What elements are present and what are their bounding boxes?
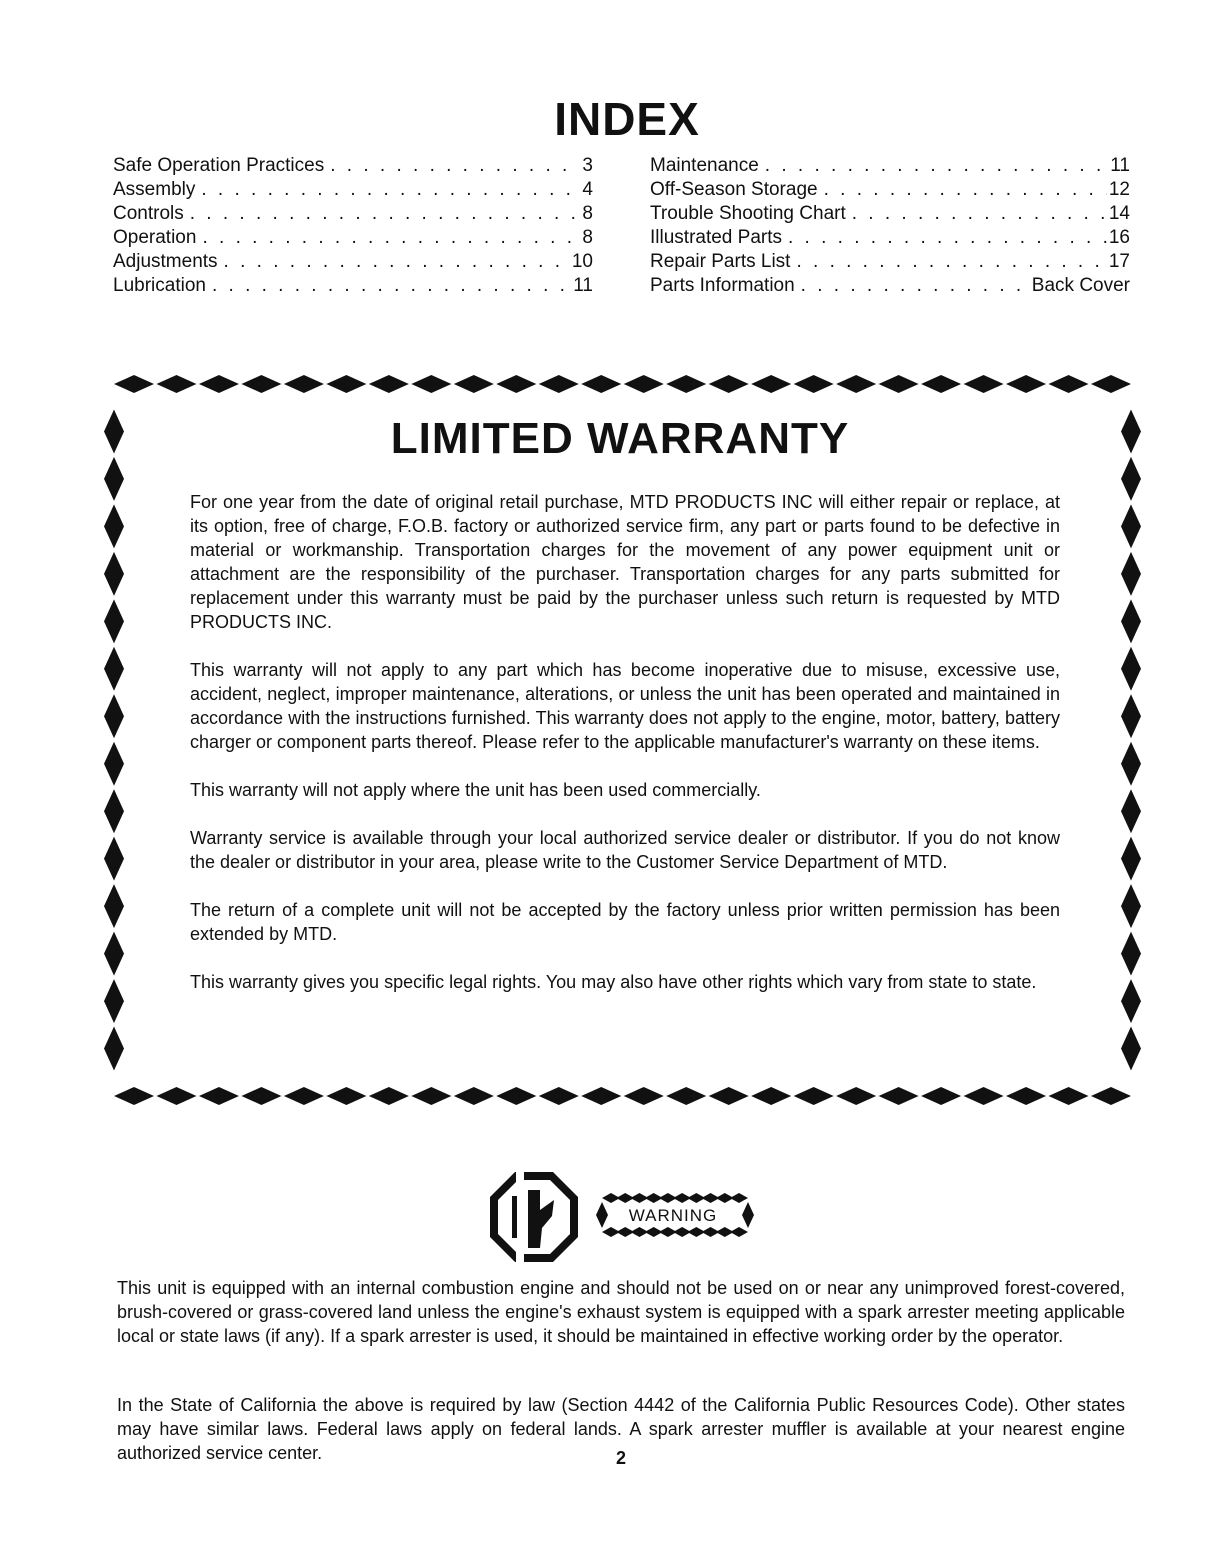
leader-dots <box>796 250 1106 274</box>
index-entry-label: Parts Information <box>650 275 795 296</box>
index-column-right <box>650 154 1130 298</box>
border-diamond <box>104 979 124 1023</box>
leader-dots <box>212 274 571 298</box>
border-diamond <box>1121 837 1141 881</box>
index-entry <box>650 154 1130 178</box>
border-diamond <box>1121 504 1141 548</box>
border-diamond <box>104 837 124 881</box>
border-diamond <box>241 1087 281 1105</box>
mtd-octagon-logo <box>488 1170 580 1264</box>
border-diamond <box>284 1087 324 1105</box>
border-diamond <box>666 1087 706 1105</box>
index-entry-page: 3 <box>582 155 593 176</box>
index-entry-page: 16 <box>1108 227 1130 248</box>
warranty-title: LIMITED WARRANTY <box>390 414 850 463</box>
index-entry-label: Repair Parts List <box>650 251 791 272</box>
leader-dots <box>224 250 570 274</box>
border-diamond <box>751 375 791 393</box>
border-diamond <box>1121 979 1141 1023</box>
border-diamond <box>794 375 834 393</box>
border-diamond <box>199 1087 239 1105</box>
border-diamond <box>104 932 124 976</box>
border-diamond <box>454 375 494 393</box>
border-diamond <box>1006 375 1046 393</box>
border-diamond <box>836 375 876 393</box>
index-entry-label: Trouble Shooting Chart <box>650 203 846 224</box>
border-diamond <box>454 1087 494 1105</box>
border-diamond <box>921 1087 961 1105</box>
index-entry-page: Back Cover <box>1031 275 1130 296</box>
index-entry-label: Illustrated Parts <box>650 227 782 248</box>
border-diamond <box>369 1087 409 1105</box>
warranty-paragraph: This warranty gives you specific legal rights. You may also have other rights which vary from state to state. <box>190 972 1037 992</box>
leader-dots <box>852 202 1107 226</box>
index-entry-page: 17 <box>1108 251 1130 272</box>
border-diamond <box>709 375 749 393</box>
border-diamond <box>964 375 1004 393</box>
border-diamond <box>1121 599 1141 643</box>
border-diamond <box>104 647 124 691</box>
spark-arrester-notice <box>117 1276 1125 1348</box>
border-diamond <box>624 375 664 393</box>
border-diamond <box>581 1087 621 1105</box>
index-entry <box>113 250 593 274</box>
warranty-paragraph: The return of a complete unit will not be accepted by the factory unless prior written permission has been extended by MTD. <box>190 900 1060 944</box>
border-diamond <box>114 1087 154 1105</box>
border-diamond <box>624 1087 664 1105</box>
index-entry-label: Assembly <box>113 179 196 200</box>
border-diamond <box>411 1087 451 1105</box>
border-diamond <box>1121 694 1141 738</box>
border-diamond <box>284 375 324 393</box>
border-diamond <box>104 1027 124 1071</box>
border-diamond <box>104 694 124 738</box>
leader-dots <box>190 202 581 226</box>
warranty-paragraph: Warranty service is available through your local authorized service dealer or distributor. If you do not know the dealer or distributor in your area, please write to the Customer Service Department of MTD. <box>190 828 1060 872</box>
leader-dots <box>765 154 1108 178</box>
warranty-paragraph: This warranty will not apply where the unit has been used commercially. <box>190 780 761 800</box>
index-entry-page: 14 <box>1108 203 1130 224</box>
border-diamond <box>1121 1027 1141 1071</box>
border-diamond <box>1006 1087 1046 1105</box>
border-diamond <box>1049 1087 1089 1105</box>
index-entry <box>650 226 1130 250</box>
border-diamond <box>730 1227 748 1237</box>
index-title: INDEX <box>554 93 700 145</box>
border-diamond <box>496 375 536 393</box>
border-diamond <box>1091 375 1131 393</box>
notice-paragraph: In the State of California the above is required by law (Section 4442 of the California Public Resources Code). Other states may have similar laws. Federal laws apply on federal lands. A spark arrester muffler is available at your nearest engine authorized service center. <box>117 1395 1125 1463</box>
leader-dots <box>824 178 1107 202</box>
border-diamond <box>539 375 579 393</box>
notice-paragraph: This unit is equipped with an internal combustion engine and should not be used on or near any unimproved forest-covered, brush-covered or grass-covered land unless the engine's exhaust system is equipped with a spark arrester meeting applicable local or state laws (if any). If a spark arrester is used, it should be maintained in effective working order by the operator. <box>117 1278 1125 1346</box>
warning-label: WARNING <box>628 1206 718 1225</box>
border-diamond <box>104 552 124 596</box>
border-diamond <box>326 1087 366 1105</box>
index-entry-page: 8 <box>582 227 593 248</box>
index-entry <box>650 178 1130 202</box>
border-diamond <box>581 375 621 393</box>
warranty-body <box>190 490 1060 1018</box>
border-diamond <box>1121 647 1141 691</box>
index-entry-label: Lubrication <box>113 275 206 296</box>
border-diamond <box>241 375 281 393</box>
index-entry <box>113 226 593 250</box>
index-entry-page: 4 <box>582 179 593 200</box>
index-entry <box>113 154 593 178</box>
index-entry-label: Controls <box>113 203 184 224</box>
index-entry-page: 8 <box>582 203 593 224</box>
index-entry <box>113 274 593 298</box>
border-diamond <box>921 375 961 393</box>
border-diamond <box>104 504 124 548</box>
leader-dots <box>330 154 580 178</box>
index-entry-page: 11 <box>1110 155 1130 176</box>
index-entry-label: Safe Operation Practices <box>113 155 325 176</box>
border-diamond <box>751 1087 791 1105</box>
border-diamond <box>1091 1087 1131 1105</box>
leader-dots <box>788 226 1107 250</box>
border-diamond <box>114 375 154 393</box>
border-diamond <box>104 599 124 643</box>
index-entry <box>650 250 1130 274</box>
index-entry-page: 12 <box>1108 179 1130 200</box>
border-diamond <box>1121 789 1141 833</box>
border-diamond <box>199 375 239 393</box>
border-diamond <box>709 1087 749 1105</box>
border-diamond <box>879 1087 919 1105</box>
border-diamond <box>964 1087 1004 1105</box>
index-entry <box>650 202 1130 226</box>
border-diamond <box>1121 552 1141 596</box>
border-diamond <box>369 375 409 393</box>
index-entry-label: Maintenance <box>650 155 759 176</box>
border-diamond <box>879 375 919 393</box>
border-diamond <box>156 1087 196 1105</box>
border-diamond <box>539 1087 579 1105</box>
border-diamond <box>1049 375 1089 393</box>
index-entry-label: Operation <box>113 227 197 248</box>
border-diamond <box>730 1193 748 1203</box>
index-entry-label: Adjustments <box>113 251 218 272</box>
index-entry-page: 11 <box>573 275 593 296</box>
leader-dots <box>801 274 1030 298</box>
border-diamond <box>794 1087 834 1105</box>
border-diamond <box>104 789 124 833</box>
border-diamond <box>836 1087 876 1105</box>
warranty-paragraph: For one year from the date of original retail purchase, MTD PRODUCTS INC will either repair or replace, at its option, free of charge, F.O.B. factory or authorized service firm, any part or parts found to be defective in material or workmanship. Transportation charges for the movement of any power equipment unit or attachment are the responsibility of the purchaser. Transportation charges for any parts submitted for replacement under this warranty must be paid by the purchaser unless such return is requested by MTD PRODUCTS INC. <box>190 492 1060 632</box>
page-number: 2 <box>615 1448 626 1468</box>
index-entry-page: 10 <box>571 251 593 272</box>
border-diamond <box>666 375 706 393</box>
border-diamond <box>1121 884 1141 928</box>
border-diamond <box>104 742 124 786</box>
index-entry <box>113 178 593 202</box>
border-diamond <box>496 1087 536 1105</box>
leader-dots <box>201 178 580 202</box>
index-entry-label: Off-Season Storage <box>650 179 818 200</box>
index-entry <box>650 274 1130 298</box>
border-diamond <box>326 375 366 393</box>
warranty-paragraph: This warranty will not apply to any part which has become inoperative due to misuse, excessive use, accident, neglect, improper maintenance, alterations, or unless the unit has been operated and maintained in accordance with the instructions furnished. This warranty does not apply to the engine, motor, battery, battery charger or component parts thereof. Please refer to the applicable manufacturer's warranty on these items. <box>190 660 1060 752</box>
border-diamond <box>1121 742 1141 786</box>
border-diamond <box>104 884 124 928</box>
index-column-left <box>113 154 593 298</box>
index-entry <box>113 202 593 226</box>
border-diamond <box>156 375 196 393</box>
border-diamond <box>411 375 451 393</box>
border-diamond <box>1121 932 1141 976</box>
leader-dots <box>202 226 580 250</box>
